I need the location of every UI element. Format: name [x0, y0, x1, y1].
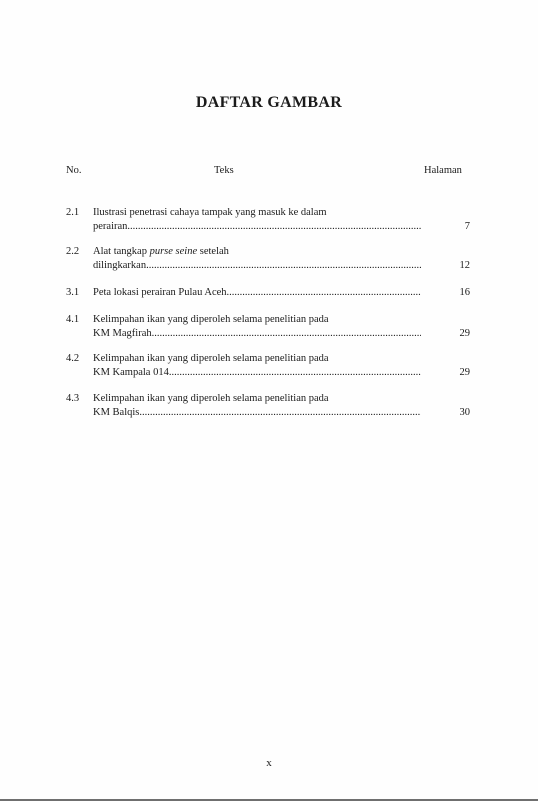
- caption-line-1: Kelimpahan ikan yang diperoleh selama penelitian pada: [93, 353, 329, 364]
- column-header-no: No.: [66, 165, 82, 176]
- caption-line-1: Kelimpahan ikan yang diperoleh selama penelitian pada: [93, 393, 329, 404]
- figure-page-number: 29: [459, 367, 470, 378]
- caption-tail: KM Balqis: [93, 407, 140, 418]
- caption-line-1: Kelimpahan ikan yang diperoleh selama penelitian pada: [93, 314, 329, 325]
- dot-leader: [169, 366, 421, 380]
- page-number-footer: x: [266, 757, 272, 769]
- dot-leader: [139, 406, 421, 420]
- figure-caption: [93, 245, 421, 273]
- figure-number: 2.2: [66, 246, 80, 257]
- figure-page-number: 30: [459, 407, 470, 418]
- column-header-teks: Teks: [214, 165, 234, 176]
- caption-line-2: [93, 259, 421, 273]
- caption-line-1: [93, 245, 421, 259]
- figure-number: 2.1: [66, 207, 80, 218]
- caption-text: Alat tangkap: [93, 246, 150, 257]
- figure-page-number: 16: [459, 287, 470, 298]
- caption-italic-term: purse seine: [149, 246, 198, 257]
- dot-leader: [227, 286, 421, 300]
- figure-page-number: 7: [464, 221, 470, 232]
- caption-line-2: [93, 220, 421, 234]
- figure-number: 4.3: [66, 393, 80, 404]
- figure-number: 3.1: [66, 287, 80, 298]
- dot-leader: [152, 327, 421, 341]
- figure-caption: [93, 352, 421, 380]
- figure-page-number: 12: [459, 260, 470, 271]
- figure-caption: [93, 206, 421, 234]
- caption-line-1: [93, 286, 421, 300]
- caption-text: setelah: [197, 246, 229, 257]
- dot-leader: [146, 259, 421, 273]
- figure-caption: [93, 313, 421, 341]
- caption-line-1: Ilustrasi penetrasi cahaya tampak yang masuk ke dalam: [93, 207, 327, 218]
- figure-caption: [93, 286, 421, 300]
- caption-line-2: [93, 366, 421, 380]
- dot-leader: [127, 220, 421, 234]
- caption-line-2: [93, 327, 421, 341]
- caption-tail: Peta lokasi perairan Pulau Aceh: [93, 287, 227, 298]
- page-title: DAFTAR GAMBAR: [195, 94, 343, 111]
- caption-tail: perairan: [93, 221, 128, 232]
- caption-tail: KM Magfirah: [93, 328, 152, 339]
- figure-number: 4.1: [66, 314, 80, 325]
- figure-caption: [93, 392, 421, 420]
- caption-tail: KM Kampala 014: [93, 367, 169, 378]
- caption-line-2: [93, 406, 421, 420]
- figure-number: 4.2: [66, 353, 80, 364]
- figure-page-number: 29: [459, 328, 470, 339]
- column-header-halaman: Halaman: [424, 165, 462, 176]
- caption-tail: dilingkarkan: [93, 260, 147, 271]
